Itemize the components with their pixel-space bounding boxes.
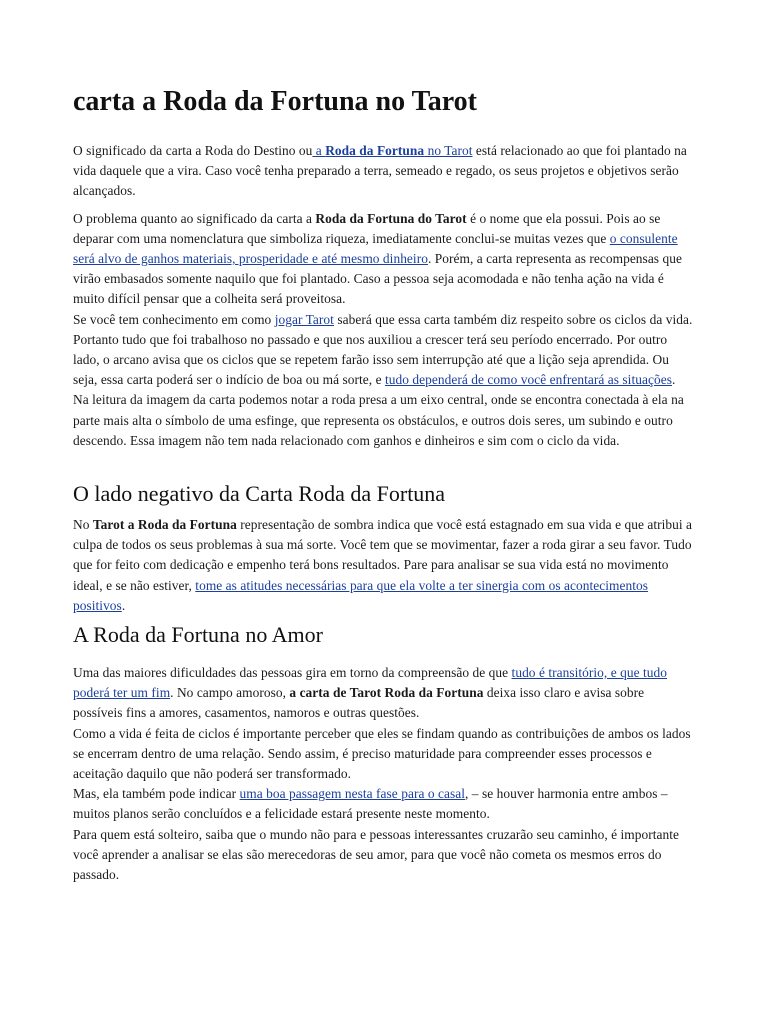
link-situacoes[interactable]: tudo dependerá de como você enfrentará as situações bbox=[384, 372, 672, 388]
paragraph-amor: Uma das maiores dificuldades das pessoas gira em torno da compreensão de que tudo é transitório, e que tudo poderá ter um fim. No campo amoroso, a carta de Tarot Roda da Fortuna deixa isso claro e avisa sobre possíveis fins a amores, casamentos, namoros e outras questões. bbox=[73, 665, 668, 721]
link-consulente[interactable]: o consulente será alvo de ganhos materiais, prosperidade e até mesmo dinheiro bbox=[73, 230, 678, 267]
paragraph-casal: Mas, ela também pode indicar uma boa passagem nesta fase para o casal, – se houver harmonia entre ambos – muitos planos serão concluídos e a felicidade estará presente neste momento. bbox=[73, 786, 668, 822]
link-atitudes[interactable]: tome as atitudes necessárias para que ela volte a ter sinergia com os acontecimentos positivos bbox=[73, 577, 649, 613]
link-roda-da-fortuna[interactable]: a Roda da Fortuna no Tarot bbox=[312, 143, 473, 158]
paragraph-imagem: Na leitura da imagem da carta podemos notar a roda presa a um eixo central, onde se encontra conectada à ela na parte mais alta o símbolo de uma esfinge, que representa os obstáculos, e outros dois seres, um subindo e outro descendo. Essa imagem não tem nada relacionado com ganhos e dinheiros e sim com o ciclo da vida. bbox=[73, 392, 684, 448]
paragraph-problem: O problema quanto ao significado da carta a Roda da Fortuna do Tarot é o nome que ela possui. Pois ao se deparar com uma nomenclatura que simboliza riqueza, imediatamente conclui-se muitas vezes que o consulente será alvo de ganhos materiais, prosperidade e até mesmo dinheiro. Porém, a carta representa as recompensas que virão embasados somente naquilo que foi plantado. Caso a pessoa seja acomodada e não tenha ação na vida é muito difícil pensar que a colheita será proveitosa. bbox=[73, 210, 682, 307]
link-boa-passagem[interactable]: uma boa passagem nesta fase para o casal bbox=[239, 786, 465, 802]
page-title: carta a Roda da Fortuna no Tarot bbox=[73, 86, 477, 117]
link-transitorio[interactable]: tudo é transitório, e que tudo poderá ter um fim bbox=[73, 665, 668, 701]
paragraph-negativo: No Tarot a Roda da Fortuna representação de sombra indica que você está estagnado em sua vida e que atribui a culpa de todos os seus problemas à sua má sorte. Você tem que se movimentar, fazer a roda girar a seu favor. Tudo que for feito com dedicação e empenho terá bons resultados. Pare para analisar se sua vida está no movimento ideal, e se não estiver, tome as atitudes necessárias para que ela volte a ter sinergia com os acontecimentos positivos. bbox=[73, 517, 693, 613]
paragraph-intro: O significado da carta a Roda do Destino ou a Roda da Fortuna no Tarot está relacionado ao que foi plantado na vida daquele que a vira. Caso você tenha preparado a terra, semeado e regado, os seus projetos e objetivos serão alcançados. bbox=[73, 143, 687, 199]
paragraph-ciclos-relacao: Como a vida é feita de ciclos é importante perceber que eles se findam quando as contribuições de ambos os lados se encerram dentro de uma relação. Sendo assim, é preciso maturidade para compreender esses processos e aceitação daquilo que não poderá ser transformado. bbox=[73, 725, 691, 782]
paragraph-ciclos: Se você tem conhecimento em como jogar Tarot saberá que essa carta também diz respeito sobre os ciclos da vida. Portanto tudo que foi trabalhoso no passado e que nos auxiliou a crescer terá seu período encerrado. Por outro lado, o arcano avisa que os ciclos que se repetem farão isso sem interrupção até que a lição seja aprendida. Ou seja, essa carta poderá ser o indício de boa ou má sorte, e tudo dependerá de como você enfrentará as situações. bbox=[73, 311, 693, 388]
paragraph-solteiro: Para quem está solteiro, saiba que o mundo não para e pessoas interessantes cruzarão seu caminho, é importante você aprender a analisar se elas são merecedoras de seu amor, para que você não cometa os mesmos erros do passado. bbox=[73, 826, 680, 883]
link-jogar-tarot[interactable]: jogar Tarot bbox=[274, 311, 334, 327]
section-heading-negativo: O lado negativo da Carta Roda da Fortuna bbox=[73, 481, 446, 507]
section-heading-amor: A Roda da Fortuna no Amor bbox=[73, 622, 323, 648]
